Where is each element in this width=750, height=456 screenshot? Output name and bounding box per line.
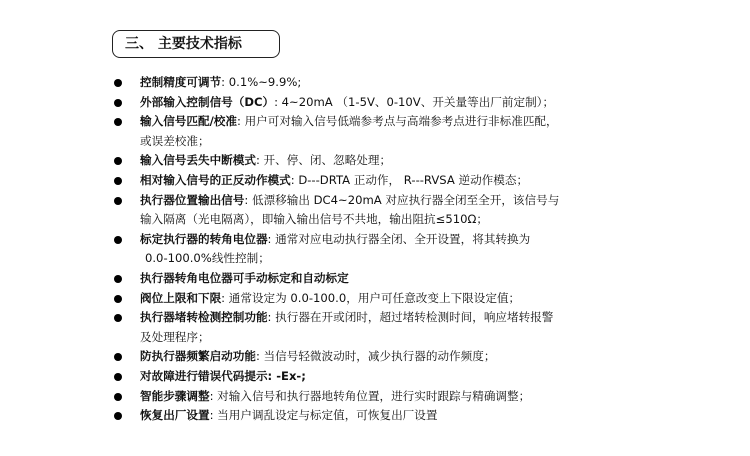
item-label: 智能步骤调整 [140,388,210,403]
item-text: : 执行器在开或闭时，超过堵转检测时间，响应堵转报警 [267,310,554,325]
list-item [114,112,744,151]
list-item [114,73,744,93]
bullet-icon [114,393,122,401]
bullet-icon [114,197,122,205]
item-text: : 通常设定为 0.0-100.0，用户可任意改变上下限设定值； [221,290,521,305]
spec-list [114,73,744,426]
list-item [114,191,744,230]
item-label: 执行器堵转检测控制功能 [140,310,268,325]
item-label: 执行器位置输出信号 [140,192,245,207]
list-item [114,171,744,191]
bullet-icon [114,412,122,420]
item-label: 执行器转角电位器可手动标定和自动标定 [140,270,349,285]
item-text: : 通常对应电动执行器全闭、全开设置，将其转换为 [267,231,531,246]
item-text: : 当用户调乱设定与标定值，可恢复出厂设置 [209,408,438,423]
item-text: : 当信号轻微波动时，减少执行器的动作频度； [255,349,496,364]
item-text: : 4~20mA （1-5V、0-10V、开关量等出厂前定制）； [274,94,555,109]
bullet-icon [114,99,122,107]
item-continuation: 及处理程序； [140,329,210,344]
bullet-icon [114,177,122,185]
item-text: : 0.1%~9.9%; [221,75,302,89]
item-label: 控制精度可调节 [140,75,222,89]
item-text: : 开、停、闭、忽略处理； [255,153,392,168]
item-label: 防执行器频繁启动功能 [140,349,256,364]
list-item [114,151,744,171]
list-item [114,308,744,347]
list-item [114,230,744,269]
bullet-icon [114,79,122,87]
item-text: : 低漂移输出 DC4~20mA 对应执行器全闭至全开，该信号与 [244,192,560,207]
item-continuation: 0.0-100.0%线性控制； [145,251,270,266]
list-item [114,406,744,426]
item-label: 对故障进行错误代码提示 [140,368,268,383]
list-item [114,347,744,367]
item-continuation: 或误差校准； [140,133,210,148]
bullet-icon [114,314,122,322]
item-label: 阀位上限和下限 [140,290,222,305]
item-text: : 对输入信号和执行器地转角位置，进行实时跟踪与精确调整； [209,388,531,403]
list-item [114,269,744,289]
bullet-icon [114,373,122,381]
item-text: : D---DRTA 正动作， R---RVSA 逆动作模态； [290,172,529,187]
item-label: 恢复出厂设置 [140,408,210,423]
bullet-icon [114,295,122,303]
bullet-icon [114,236,122,244]
bullet-icon [114,275,122,283]
item-label: 外部输入控制信号（DC） [140,94,275,109]
list-item [114,367,744,387]
bullet-icon [114,118,122,126]
list-item [114,93,744,113]
item-label: 相对输入信号的正反动作模式 [140,172,291,187]
item-text: : -Ex-; [267,368,306,383]
item-continuation: 输入隔离（光电隔离），即输入输出信号不共地，输出阻抗≤510Ω； [140,212,488,227]
item-label: 标定执行器的转角电位器 [140,231,268,246]
bullet-icon [114,353,122,361]
item-label: 输入信号丢失中断模式 [140,153,256,168]
bullet-icon [114,157,122,165]
item-label: 输入信号匹配/校准 [140,114,237,129]
list-item [114,387,744,407]
section-title: 三、 主要技术指标 [112,30,280,58]
list-item [114,289,744,309]
item-text: : 用户可对输入信号低端参考点与高端参考点进行非标准匹配， [237,114,558,129]
